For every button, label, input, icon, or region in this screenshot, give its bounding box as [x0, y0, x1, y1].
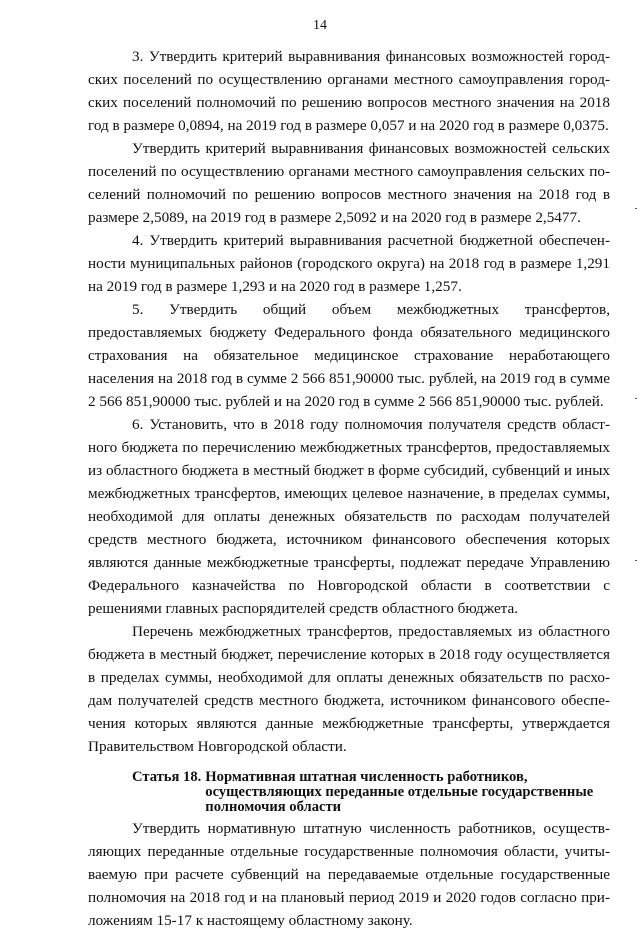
paragraph-rural-criterion: Утвердить критерий выравнивания финансовых возможностей сельских поселений по осуществлению органами местного самоуправления сельских поселений полномочий по решению вопросов местного значения на 2018 год в размере 2,5089, на 2019 год в размере 2,5092 и на 2020 год в размере 2,5477. [88, 140, 610, 226]
article-number: Статья 18. [132, 769, 202, 785]
page-number: 14 [313, 18, 327, 33]
paragraph-item-3: 3. Утвердить критерий выравнивания финансовых возможностей городских поселений по осуществлению органами местного самоуправления городских поселений полномочий по решению вопросов местного значения на 2018 год в размере 0,0894, на 2019 год в размере 0,057 и на 2020 год в размере 0,0375. [88, 48, 610, 134]
article-title: Нормативная штатная численность работников, осуществляющих переданные отдельные государственные полномочия области [205, 769, 594, 815]
paragraph-item-5: 5. Утвердить общий объем межбюджетных трансфертов, предоставляемых бюджету Федерального фонда обязательного медицинского страхования на обязательное медицинское страхование неработающего населения на 2018 год в сумме 2 566 851,90000 тыс. рублей, на 2019 год в сумме 2 566 851,90000 тыс. рублей и на 2020 год в сумме 2 566 851,90000 тыс. рублей. [88, 301, 610, 410]
scan-edge-mark [635, 398, 637, 399]
document-body [88, 45, 610, 932]
paragraph-item-4: 4. Утвердить критерий выравнивания расчетной бюджетной обеспеченности муниципальных районов (городского округа) на 2018 год в размере 1,291 на 2019 год в размере 1,293 и на 2020 год в размере 1,257. [88, 232, 610, 295]
paragraph-item-6: 6. Установить, что в 2018 году полномочия получателя средств областного бюджета по перечислению межбюджетных трансфертов, предоставляемых из областного бюджета в местный бюджет в форме субсидий, субвенций и иных межбюджетных трансфертов, имеющих целевое назначение, в пределах суммы, необходимой для оплаты денежных обязательств по расходам получателей средств местного бюджета, источником финансового обеспечения которых являются данные межбюджетные трансферты, подлежат передаче Управлению Федерального казначейства по Новгородской области в соответствии с решениями главных распорядителей средств областного бюджета. [88, 416, 610, 617]
scan-edge-mark [635, 560, 637, 561]
article-heading [88, 770, 610, 815]
paragraph-transfer-list: Перечень межбюджетных трансфертов, предоставляемых из областного бюджета в местный бюджет, перечисление которых в 2018 году осуществляется в пределах суммы, необходимой для оплаты денежных обязательств по расходам получателей средств местного бюджета, источником финансового обеспечения которых являются данные межбюджетные трансферты, утверждается Правительством Новгородской области. [88, 623, 610, 755]
paragraph-staff-norm: Утвердить нормативную штатную численность работников, осуществляющих переданные отдельные государственные полномочия области, учитываемую при расчете субвенций на передаваемые отдельные государственные полномочия на 2018 год и на плановый период 2019 и 2020 годов согласно приложениям 15-17 к настоящему областному закону. [88, 820, 610, 929]
scan-edge-mark [635, 208, 637, 209]
